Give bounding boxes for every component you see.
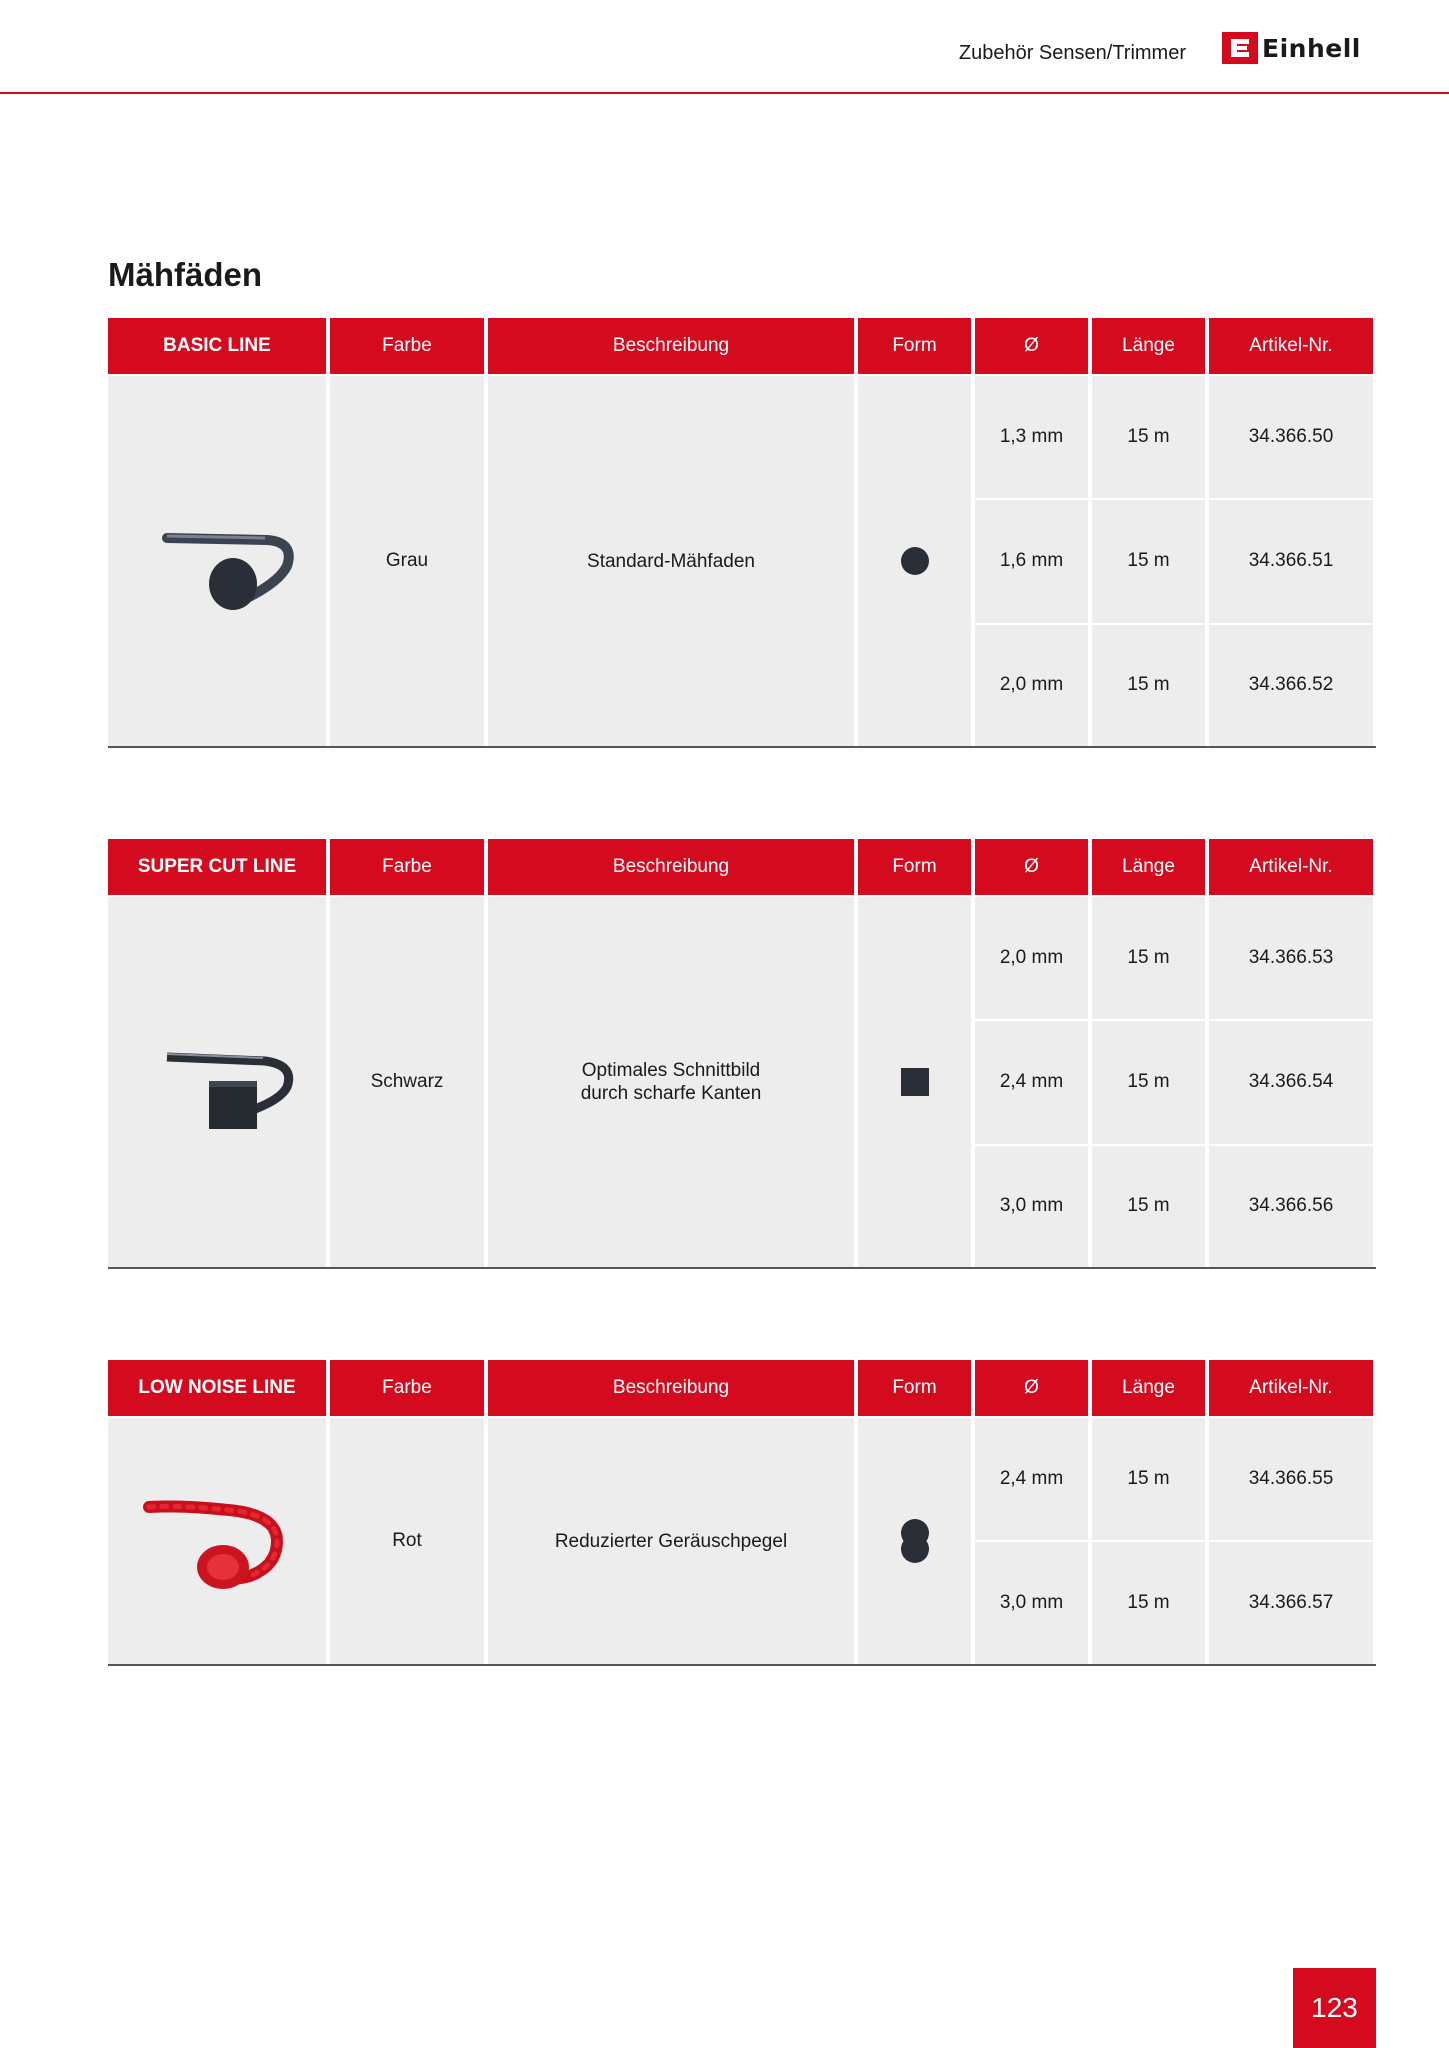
- article-number-cell: 34.366.51: [1209, 500, 1373, 622]
- description-cell: [488, 376, 854, 746]
- length-column: [1092, 897, 1205, 1267]
- diameter-cell: 2,4 mm: [975, 1021, 1088, 1143]
- table-body: [108, 897, 1376, 1269]
- article-number-cell: 34.366.52: [1209, 625, 1373, 746]
- diameter-cell: 1,3 mm: [975, 376, 1088, 498]
- header-description: Beschreibung: [488, 318, 854, 374]
- form-cell: [858, 376, 971, 746]
- form-cell: [858, 1418, 971, 1664]
- diameter-cell: 1,6 mm: [975, 500, 1088, 622]
- square-shape-icon: [901, 1068, 929, 1096]
- header-product-line: SUPER CUT LINE: [108, 839, 326, 895]
- product-image: [108, 897, 326, 1267]
- length-cell: 15 m: [1092, 897, 1205, 1019]
- article-number-cell: 34.366.55: [1209, 1418, 1373, 1540]
- header-color: Farbe: [330, 839, 484, 895]
- length-cell: 15 m: [1092, 1021, 1205, 1143]
- table-header: [108, 1360, 1376, 1416]
- article-column: [1209, 1418, 1373, 1664]
- circle-shape-icon: [901, 547, 929, 575]
- table-header: [108, 318, 1376, 374]
- description-line: Optimales Schnittbild: [581, 1060, 761, 1081]
- black-square-line-icon: [137, 1027, 297, 1137]
- header-article-number: Artikel-Nr.: [1209, 1360, 1373, 1416]
- table-header: [108, 839, 1376, 895]
- color-cell: Rot: [330, 1418, 484, 1664]
- product-image: [108, 376, 326, 746]
- article-number-cell: 34.366.57: [1209, 1542, 1373, 1664]
- twisted-shape-icon: [901, 1519, 929, 1563]
- diameter-column: [975, 376, 1088, 746]
- diameter-cell: 2,0 mm: [975, 625, 1088, 746]
- description-cell: [488, 1418, 854, 1664]
- length-column: [1092, 376, 1205, 746]
- header-length: Länge: [1092, 839, 1205, 895]
- section-title: Mähfäden: [108, 256, 263, 293]
- diameter-cell: 3,0 mm: [975, 1146, 1088, 1267]
- description-cell: [488, 897, 854, 1267]
- header-product-line: LOW NOISE LINE: [108, 1360, 326, 1416]
- length-cell: 15 m: [1092, 625, 1205, 746]
- grey-round-line-icon: [137, 506, 297, 616]
- header-diameter: Ø: [975, 839, 1088, 895]
- length-cell: 15 m: [1092, 1146, 1205, 1267]
- header-diameter: Ø: [975, 318, 1088, 374]
- table-body: [108, 1418, 1376, 1666]
- header-diameter: Ø: [975, 1360, 1088, 1416]
- header-color: Farbe: [330, 318, 484, 374]
- header-length: Länge: [1092, 1360, 1205, 1416]
- product-table-basic-line: [108, 318, 1376, 748]
- length-column: [1092, 1418, 1205, 1664]
- length-cell: 15 m: [1092, 1542, 1205, 1664]
- article-number-cell: 34.366.53: [1209, 897, 1373, 1019]
- header-divider: [0, 92, 1449, 94]
- table-body: [108, 376, 1376, 748]
- product-image: [108, 1418, 326, 1664]
- product-table-super-cut-line: [108, 839, 1376, 1269]
- brand-name: Einhell: [1262, 33, 1361, 63]
- diameter-cell: 2,0 mm: [975, 897, 1088, 1019]
- page-number: 123: [1293, 1968, 1376, 2048]
- length-cell: 15 m: [1092, 1418, 1205, 1540]
- description-line: Standard-Mähfaden: [587, 550, 755, 572]
- length-cell: 15 m: [1092, 500, 1205, 622]
- article-number-cell: 34.366.54: [1209, 1021, 1373, 1143]
- article-number-cell: 34.366.56: [1209, 1146, 1373, 1267]
- header-article-number: Artikel-Nr.: [1209, 318, 1373, 374]
- header-article-number: Artikel-Nr.: [1209, 839, 1373, 895]
- red-twisted-line-icon: [127, 1481, 307, 1601]
- color-cell: Schwarz: [330, 897, 484, 1267]
- article-column: [1209, 897, 1373, 1267]
- diameter-cell: 2,4 mm: [975, 1418, 1088, 1540]
- einhell-logo: [1222, 32, 1361, 64]
- einhell-logo-mark-icon: [1222, 32, 1258, 64]
- header-form: Form: [858, 318, 971, 374]
- diameter-column: [975, 897, 1088, 1267]
- article-column: [1209, 376, 1373, 746]
- length-cell: 15 m: [1092, 376, 1205, 498]
- header-description: Beschreibung: [488, 839, 854, 895]
- form-cell: [858, 897, 971, 1267]
- product-table-low-noise-line: [108, 1360, 1376, 1666]
- header-form: Form: [858, 1360, 971, 1416]
- header-description: Beschreibung: [488, 1360, 854, 1416]
- description-line: durch scharfe Kanten: [580, 1083, 762, 1104]
- color-cell: Grau: [330, 376, 484, 746]
- header-title: Zubehör Sensen/Trimmer: [958, 42, 1186, 64]
- header-color: Farbe: [330, 1360, 484, 1416]
- header-length: Länge: [1092, 318, 1205, 374]
- description-line: Reduzierter Geräuschpegel: [554, 1530, 788, 1552]
- header-product-line: BASIC LINE: [108, 318, 326, 374]
- header-form: Form: [858, 839, 971, 895]
- diameter-column: [975, 1418, 1088, 1664]
- diameter-cell: 3,0 mm: [975, 1542, 1088, 1664]
- article-number-cell: 34.366.50: [1209, 376, 1373, 498]
